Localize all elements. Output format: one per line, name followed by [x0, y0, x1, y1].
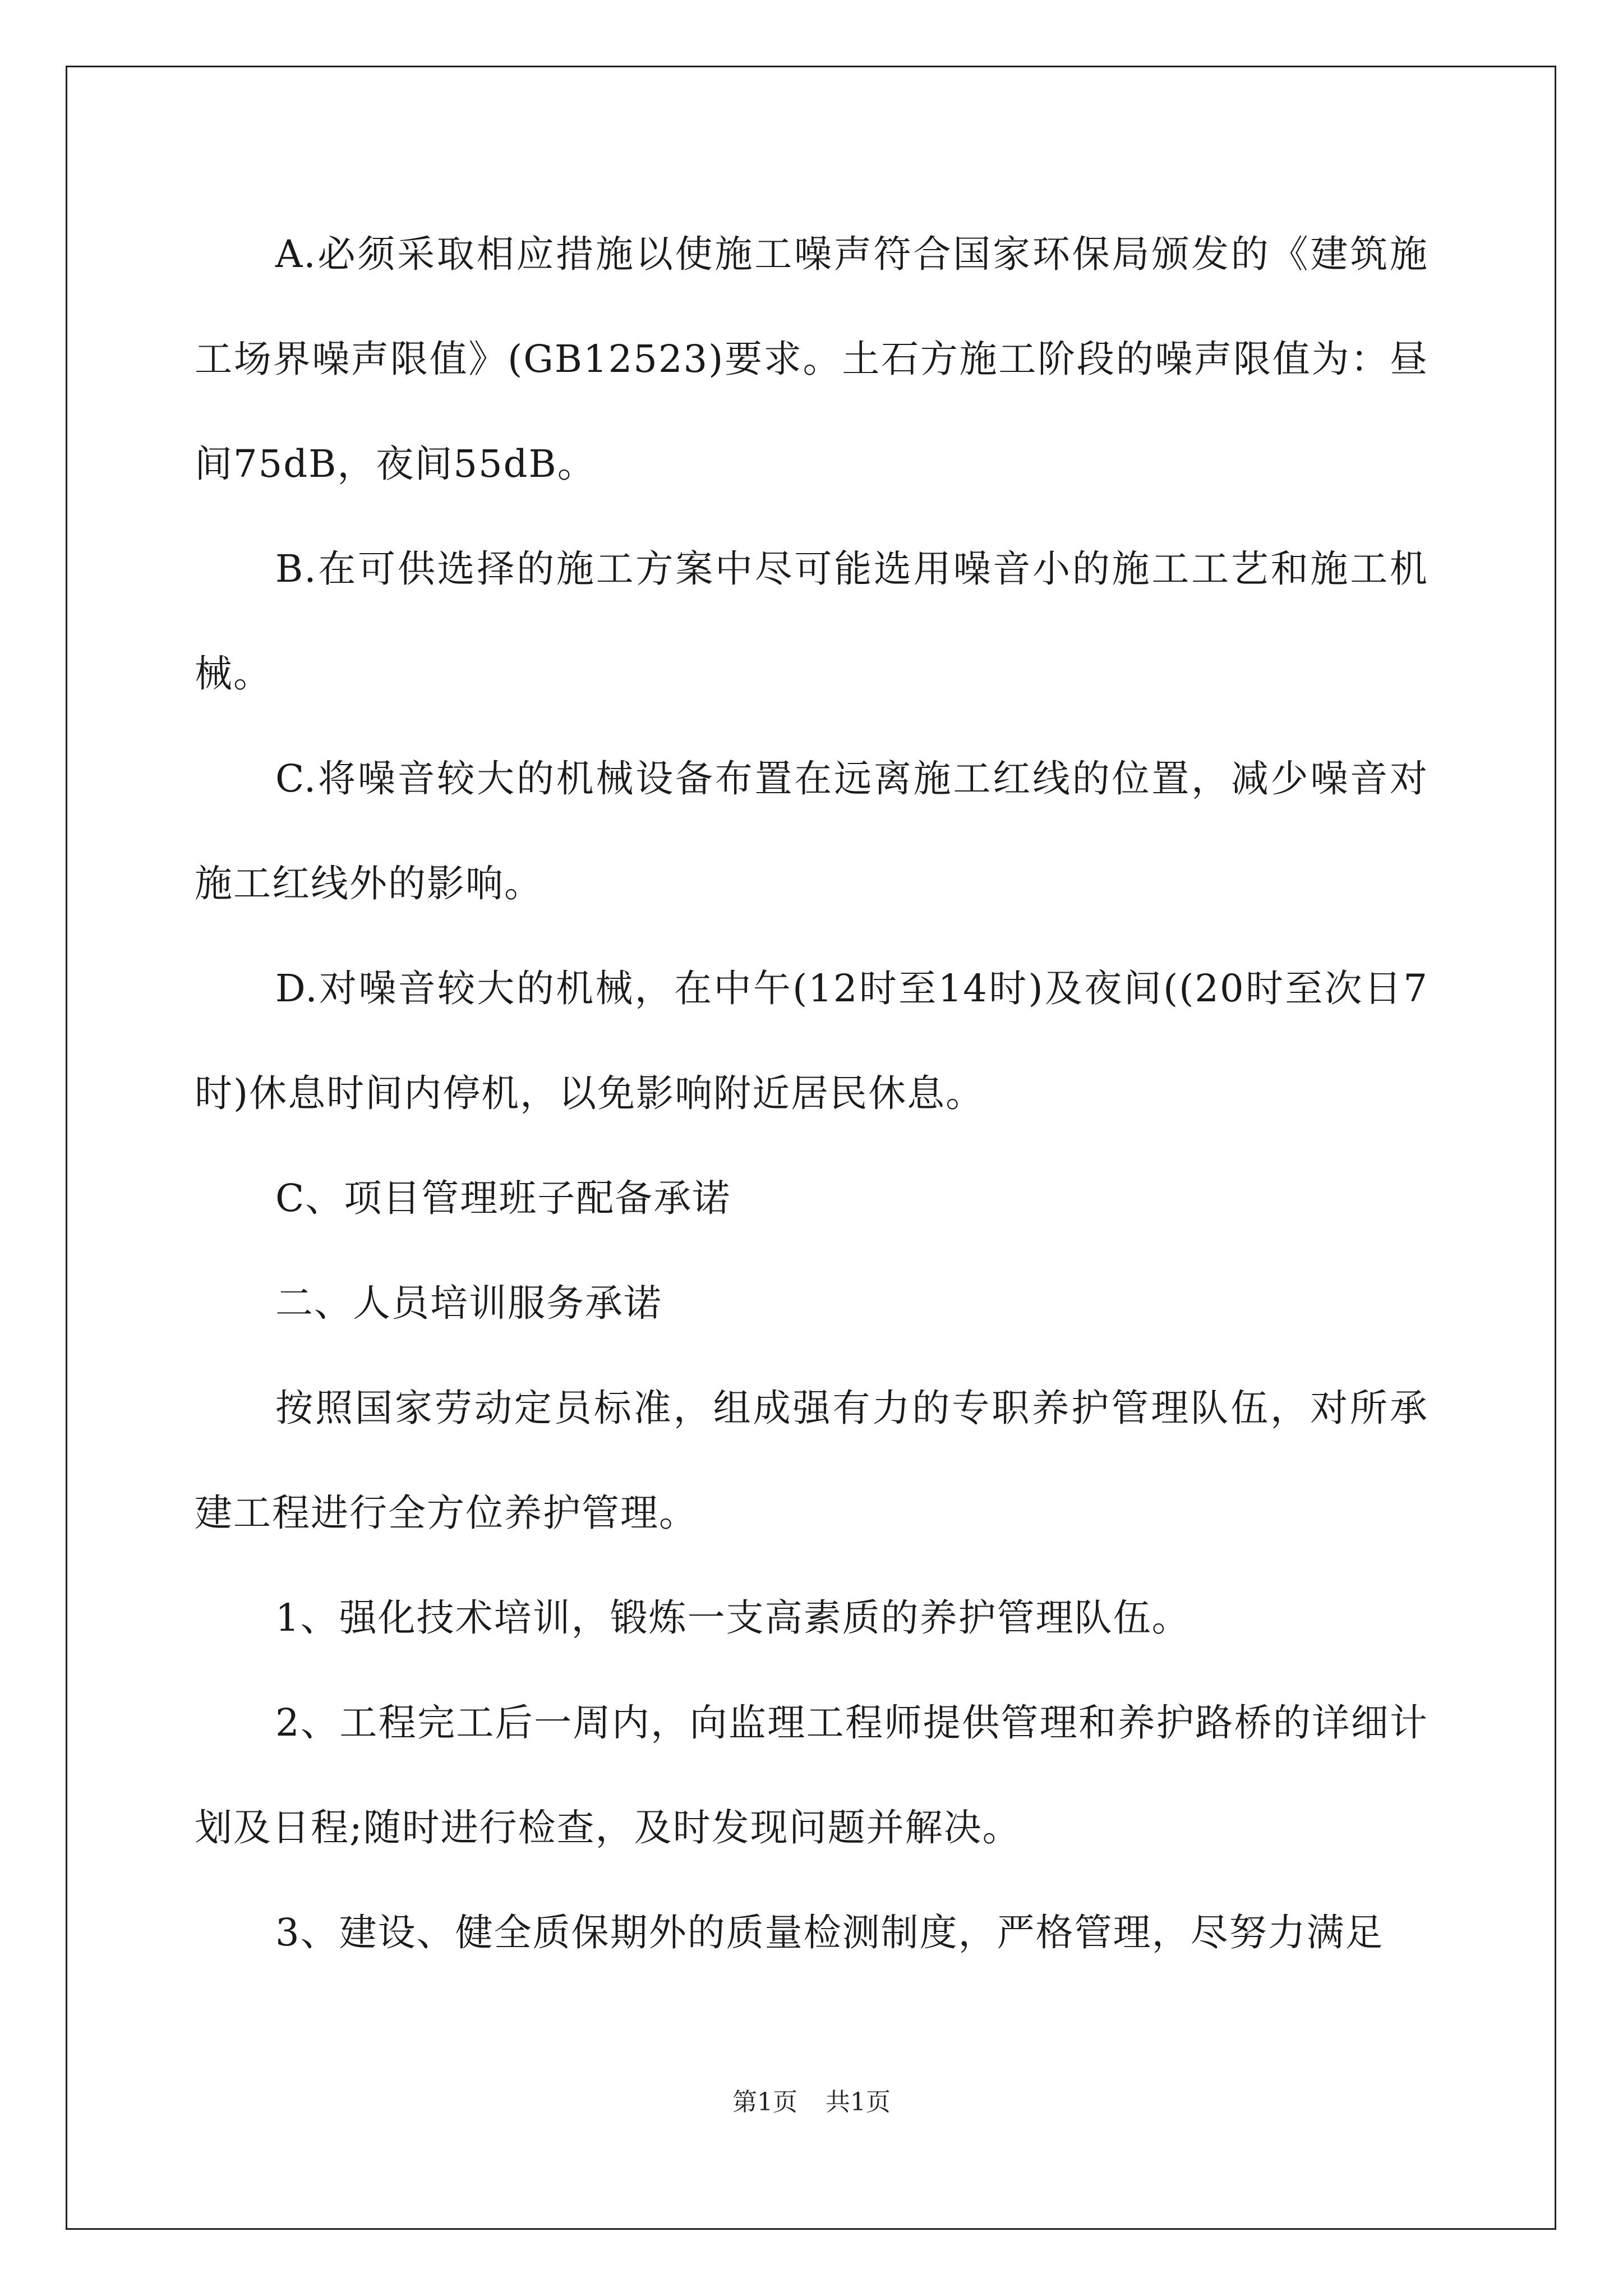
paragraph-noise-measure-c: C.将噪音较大的机械设备布置在远离施工红线的位置，减少噪音对施工红线外的影响。 — [195, 757, 1428, 905]
paragraph-maintenance-team: 按照国家劳动定员标准，组成强有力的专职养护管理队伍，对所承建工程进行全方位养护管理。 — [195, 1386, 1428, 1535]
heading-training-commitment: 二、人员培训服务承诺 — [275, 1281, 662, 1325]
page-total: 共1页 — [826, 2088, 891, 2116]
paragraph-noise-measure-d: D.对噪音较大的机械，在中午(12时至14时)及夜间((20时至次日7时)休息时间内停机，以免影响附近居民休息。 — [195, 967, 1428, 1115]
heading-management-team: C、项目管理班子配备承诺 — [275, 1176, 731, 1220]
document-body — [195, 202, 1428, 1985]
list-item-1: 1、强化技术培训，锻炼一支高素质的养护管理队伍。 — [275, 1596, 1191, 1640]
paragraph-noise-measure-b: B.在可供选择的施工方案中尽可能选用噪音小的施工工艺和施工机械。 — [195, 547, 1428, 696]
list-item-3: 3、建设、健全质保期外的质量检测制度，严格管理，尽努力满足 — [275, 1911, 1384, 1954]
page-footer — [0, 2086, 1623, 2119]
list-item-2: 2、工程完工后一周内，向监理工程师提供管理和养护路桥的详细计划及日程;随时进行检查，及时发现问题并解决。 — [195, 1701, 1428, 1849]
page-number: 第1页 — [732, 2088, 797, 2116]
paragraph-noise-measure-a: A.必须采取相应措施以使施工噪声符合国家环保局颁发的《建筑施工场界噪声限值》(GB12523)要求。土石方施工阶段的噪声限值为：昼间75dB，夜间55dB。 — [195, 232, 1428, 486]
